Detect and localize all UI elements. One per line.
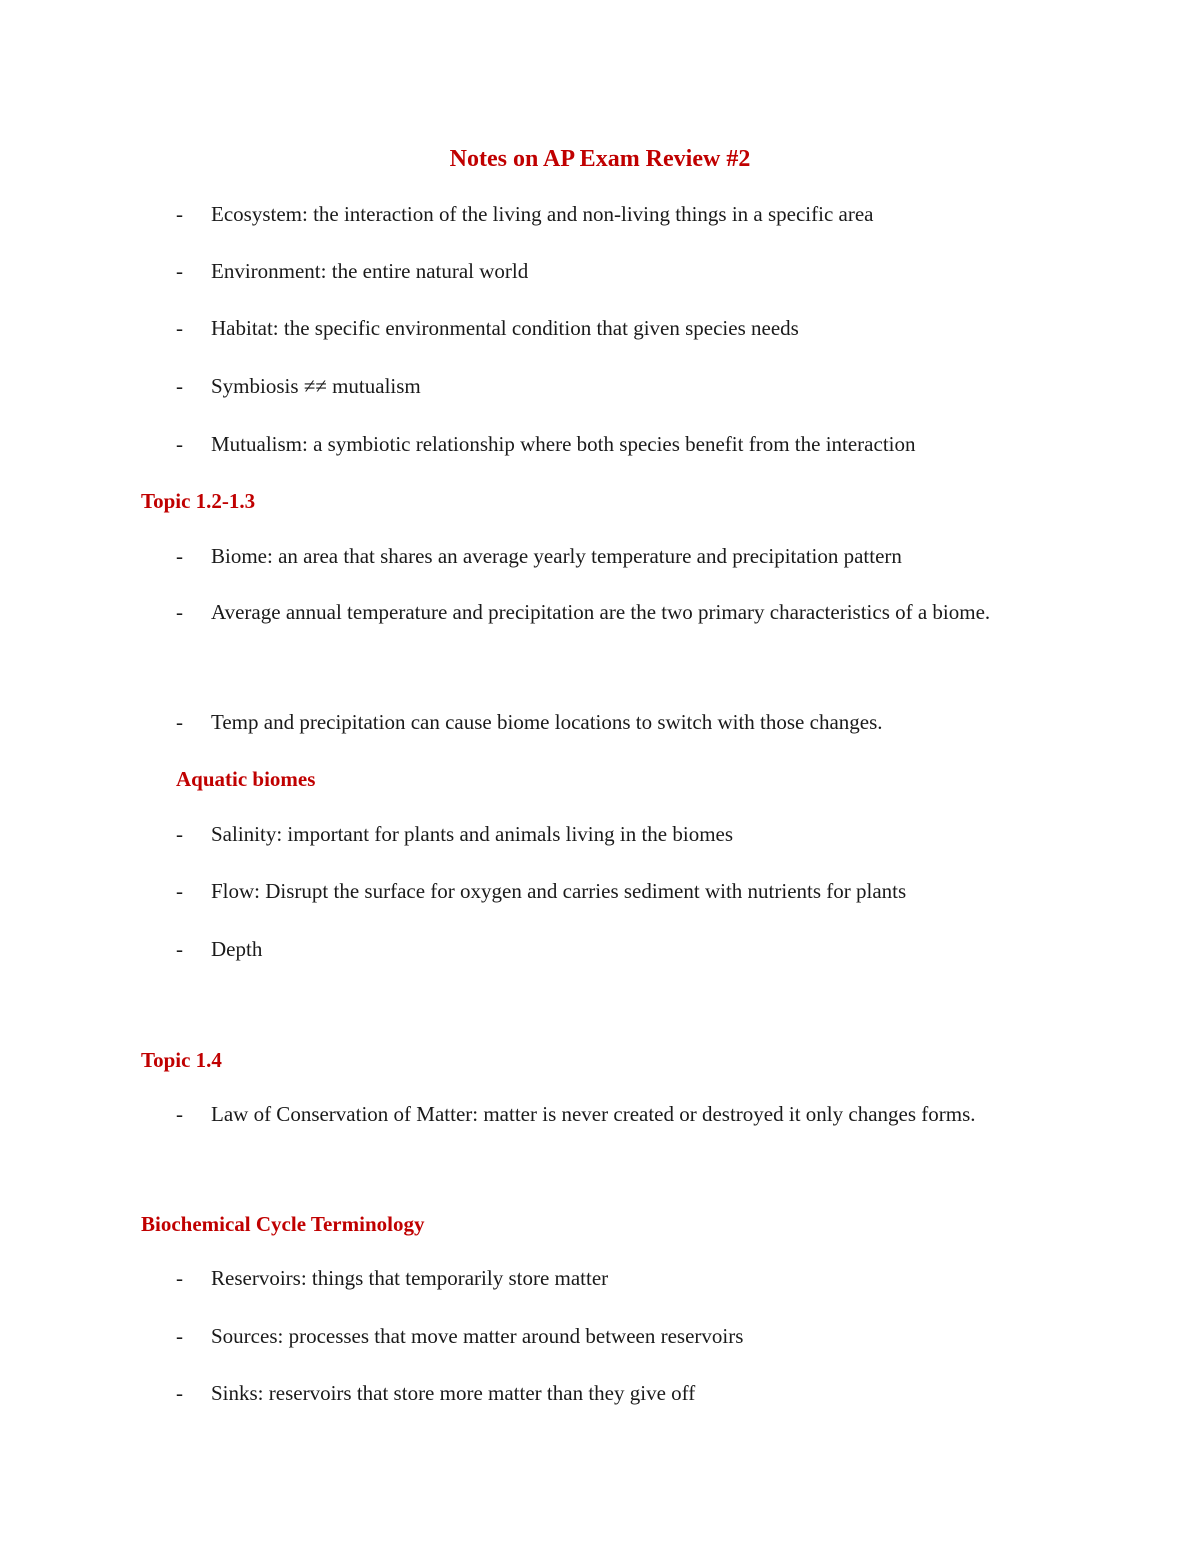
list-item	[176, 528, 1036, 584]
document-title: Notes on AP Exam Review #2	[449, 146, 751, 172]
list-item	[176, 300, 1036, 356]
list-item	[176, 416, 1036, 472]
list-item	[176, 358, 1036, 414]
bullet-text: Ecosystem: the interaction of the living and non-living things in a specific area	[211, 202, 874, 226]
bullet-dash: -	[176, 1266, 183, 1290]
list-item	[176, 806, 1036, 862]
bullet-dash: -	[176, 600, 183, 624]
bullet-dash: -	[176, 316, 183, 340]
bullet-dash: -	[176, 432, 183, 456]
bullet-dash: -	[176, 544, 183, 568]
list-item	[176, 186, 1036, 242]
bullet-text: Sinks: reservoirs that store more matter than they give off	[211, 1381, 696, 1405]
bullet-dash: -	[176, 374, 183, 398]
bullet-text: Sources: processes that move matter around between reservoirs	[211, 1324, 744, 1348]
list-item	[176, 863, 1036, 919]
bullet-dash: -	[176, 202, 183, 226]
list-item	[176, 243, 1036, 299]
bullet-text: Symbiosis ≠≠ mutualism	[211, 374, 421, 398]
section-heading: Aquatic biomes	[176, 767, 316, 791]
bullet-text: Temp and precipitation can cause biome locations to switch with those changes.	[211, 710, 883, 734]
bullet-dash: -	[176, 1102, 183, 1126]
bullet-dash: -	[176, 1381, 183, 1405]
list-item	[176, 694, 1036, 750]
bullet-dash: -	[176, 710, 183, 734]
bullet-text: Reservoirs: things that temporarily store matter	[211, 1266, 609, 1290]
bullet-dash: -	[176, 937, 183, 961]
section-heading: Biochemical Cycle Terminology	[141, 1212, 425, 1236]
bullet-text: Biome: an area that shares an average yearly temperature and precipitation pattern	[211, 544, 902, 568]
bullet-text: Mutualism: a symbiotic relationship where both species benefit from the interaction	[211, 432, 916, 456]
bullet-text: Depth	[211, 937, 263, 961]
bullet-text: Environment: the entire natural world	[211, 259, 529, 283]
bullet-dash: -	[176, 879, 183, 903]
list-item	[176, 921, 1036, 977]
list-item	[176, 1086, 1036, 1142]
list-item	[176, 1250, 1036, 1306]
bullet-text: Habitat: the specific environmental condition that given species needs	[211, 316, 799, 340]
bullet-text: Average annual temperature and precipitation are the two primary characteristics of a biome.	[211, 600, 991, 624]
bullet-text: Flow: Disrupt the surface for oxygen and carries sediment with nutrients for plants	[211, 879, 907, 903]
bullet-dash: -	[176, 1324, 183, 1348]
bullet-text: Salinity: important for plants and animals living in the biomes	[211, 822, 734, 846]
list-item	[176, 1365, 1036, 1421]
bullet-dash: -	[176, 822, 183, 846]
section-heading: Topic 1.4	[141, 1048, 222, 1072]
bullet-text: Law of Conservation of Matter: matter is never created or destroyed it only changes forms.	[211, 1102, 976, 1126]
list-item	[176, 584, 1036, 640]
list-item	[176, 1308, 1036, 1364]
section-heading: Topic 1.2-1.3	[141, 489, 256, 513]
bullet-dash: -	[176, 259, 183, 283]
